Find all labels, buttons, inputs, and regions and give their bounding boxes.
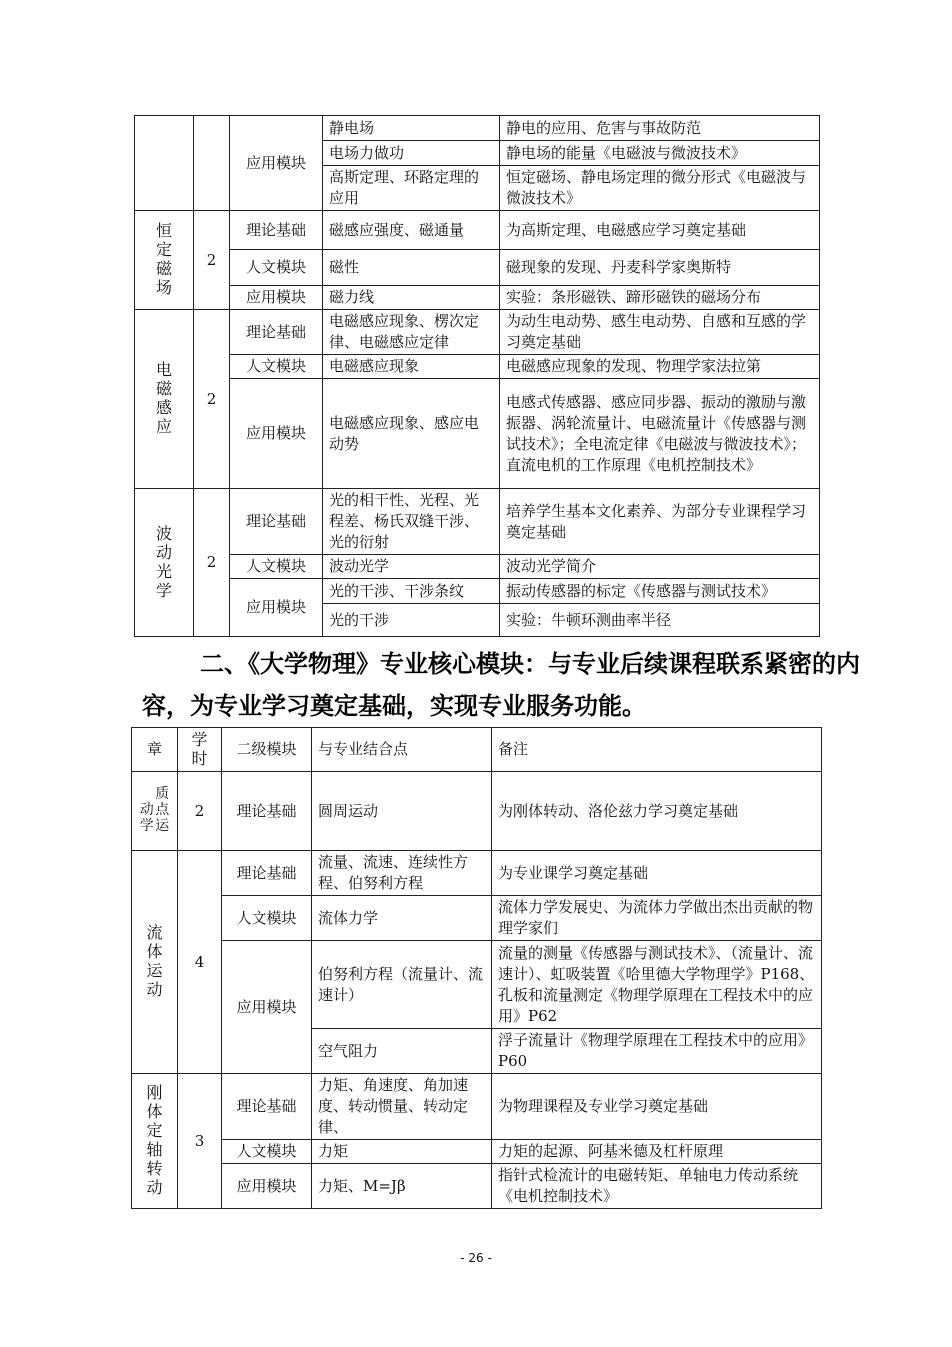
table-row [132, 1074, 822, 1140]
hours-cell: 2 [178, 772, 222, 851]
hours-cell: 2 [194, 489, 230, 637]
table-row [135, 579, 820, 604]
note-cell: 振动传感器的标定《传感器与测试技术》 [500, 579, 820, 604]
point-cell: 光的干涉 [323, 604, 500, 637]
module-cell: 人文模块 [222, 896, 312, 941]
point-cell: 静电场 [323, 116, 500, 141]
module-cell: 人文模块 [230, 555, 323, 579]
point-cell: 圆周运动 [312, 772, 492, 851]
module-cell: 理论基础 [230, 211, 323, 250]
header-chapter: 章 [132, 728, 178, 772]
note-cell: 实验：条形磁铁、蹄形磁铁的磁场分布 [500, 286, 820, 310]
module-cell: 人文模块 [230, 355, 323, 379]
note-cell: 实验：牛顿环测曲率半径 [500, 604, 820, 637]
table-row [135, 310, 820, 355]
section-heading-line-2: 容，为专业学习奠定基础，实现专业服务功能。 [142, 692, 646, 720]
table-continued [134, 115, 820, 637]
note-cell: 恒定磁场、静电场定理的微分形式《电磁波与微波技术》 [500, 166, 820, 211]
header-note: 备注 [492, 728, 822, 772]
point-cell: 电磁感应现象、楞次定律、电磁感应定律 [323, 310, 500, 355]
point-cell: 光的干涉、干涉条纹 [323, 579, 500, 604]
header-module: 二级模块 [222, 728, 312, 772]
point-cell: 力矩、M=Jβ [312, 1164, 492, 1209]
module-cell: 理论基础 [230, 310, 323, 355]
chapter-cell: 刚体定轴转动 [132, 1074, 178, 1209]
note-cell: 力矩的起源、阿基米德及杠杆原理 [492, 1140, 822, 1164]
hours-cell: 3 [178, 1074, 222, 1209]
chapter-cell: 恒定磁场 [135, 211, 194, 310]
module-cell: 理论基础 [222, 1074, 312, 1140]
chapter-cell: 波动光学 [135, 489, 194, 637]
point-cell: 波动光学 [323, 555, 500, 579]
note-cell: 培养学生基本文化素养、为部分专业课程学习奠定基础 [500, 489, 820, 555]
point-cell: 空气阻力 [312, 1029, 492, 1074]
point-cell: 伯努利方程（流量计、流速计） [312, 941, 492, 1029]
module-cell: 人文模块 [230, 250, 323, 286]
note-cell: 流量的测量《传感器与测试技术》、（流量计、流速计）、虹吸装置《哈里德大学物理学》P168、孔板和流量测定《物理学原理在工程技术中的应用》P62 [492, 941, 822, 1029]
chapter-col-b: 动学 [139, 802, 154, 834]
module-cell: 应用模块 [230, 379, 323, 489]
table-header-row [132, 728, 822, 772]
hours-cell [194, 116, 230, 211]
point-cell: 电场力做功 [323, 141, 500, 166]
table-row [132, 772, 822, 851]
note-cell: 为刚体转动、洛伦兹力学习奠定基础 [492, 772, 822, 851]
table-row [135, 355, 820, 379]
module-cell: 应用模块 [230, 286, 323, 310]
point-cell: 磁性 [323, 250, 500, 286]
note-cell: 为高斯定理、电磁感应学习奠定基础 [500, 211, 820, 250]
module-cell: 人文模块 [222, 1140, 312, 1164]
page-number: - 26 - [460, 1251, 492, 1265]
module-cell: 理论基础 [230, 489, 323, 555]
note-cell: 电磁感应现象的发现、物理学家法拉第 [500, 355, 820, 379]
table-row [135, 379, 820, 489]
note-cell: 磁现象的发现、丹麦科学家奥斯特 [500, 250, 820, 286]
header-hours: 学时 [178, 728, 222, 772]
table-row [135, 211, 820, 250]
module-cell: 理论基础 [222, 772, 312, 851]
note-cell: 流体力学发展史、为流体力学做出杰出贡献的物理学家们 [492, 896, 822, 941]
table-row [135, 489, 820, 555]
module-cell: 应用模块 [230, 116, 323, 211]
chapter-cell [132, 772, 178, 851]
hours-cell: 2 [194, 310, 230, 489]
note-cell: 电感式传感器、感应同步器、振动的激励与激振器、涡轮流量计、电磁流量计《传感器与测试技术》；全电流定律《电磁波与微波技术》；直流电机的工作原理《电机控制技术》 [500, 379, 820, 489]
note-cell: 为动生电动势、感生电动势、自感和互感的学习奠定基础 [500, 310, 820, 355]
table-row [135, 286, 820, 310]
point-cell: 电磁感应现象、感应电动势 [323, 379, 500, 489]
chapter-cell: 流体运动 [132, 851, 178, 1074]
note-cell: 波动光学简介 [500, 555, 820, 579]
point-cell: 光的相干性、光程、光程差、杨氏双缝干涉、光的衍射 [323, 489, 500, 555]
chapter-col-a: 质点运 [155, 786, 170, 834]
table-row [132, 851, 822, 896]
note-cell: 指针式检流计的电磁转矩、单轴电力传动系统《电机控制技术》 [492, 1164, 822, 1209]
point-cell: 高斯定理、环路定理的应用 [323, 166, 500, 211]
core-module-table [131, 727, 822, 1209]
header-point: 与专业结合点 [312, 728, 492, 772]
point-cell: 力矩 [312, 1140, 492, 1164]
table-row [135, 250, 820, 286]
module-cell: 理论基础 [222, 851, 312, 896]
point-cell: 流量、流速、连续性方程、伯努利方程 [312, 851, 492, 896]
note-cell: 浮子流量计《物理学原理在工程技术中的应用》P60 [492, 1029, 822, 1074]
hours-cell: 4 [178, 851, 222, 1074]
module-cell: 应用模块 [222, 941, 312, 1074]
point-cell: 流体力学 [312, 896, 492, 941]
point-cell: 磁力线 [323, 286, 500, 310]
module-cell: 应用模块 [230, 579, 323, 637]
table-row [132, 1140, 822, 1164]
table-row [132, 941, 822, 1029]
table-row [132, 896, 822, 941]
point-cell: 电磁感应现象 [323, 355, 500, 379]
table-row [135, 116, 820, 141]
section-heading-line-1: 二、《大学物理》专业核心模块：与专业后续课程联系紧密的内 [200, 650, 860, 678]
table-row [132, 1164, 822, 1209]
hours-cell: 2 [194, 211, 230, 310]
point-cell: 磁感应强度、磁通量 [323, 211, 500, 250]
note-cell: 静电的应用、危害与事故防范 [500, 116, 820, 141]
table-row [135, 555, 820, 579]
module-cell: 应用模块 [222, 1164, 312, 1209]
point-cell: 力矩、角速度、角加速度、转动惯量、转动定律、 [312, 1074, 492, 1140]
chapter-cell: 电磁感应 [135, 310, 194, 489]
chapter-cell [135, 116, 194, 211]
note-cell: 为物理课程及专业学习奠定基础 [492, 1074, 822, 1140]
note-cell: 静电场的能量《电磁波与微波技术》 [500, 141, 820, 166]
note-cell: 为专业课学习奠定基础 [492, 851, 822, 896]
